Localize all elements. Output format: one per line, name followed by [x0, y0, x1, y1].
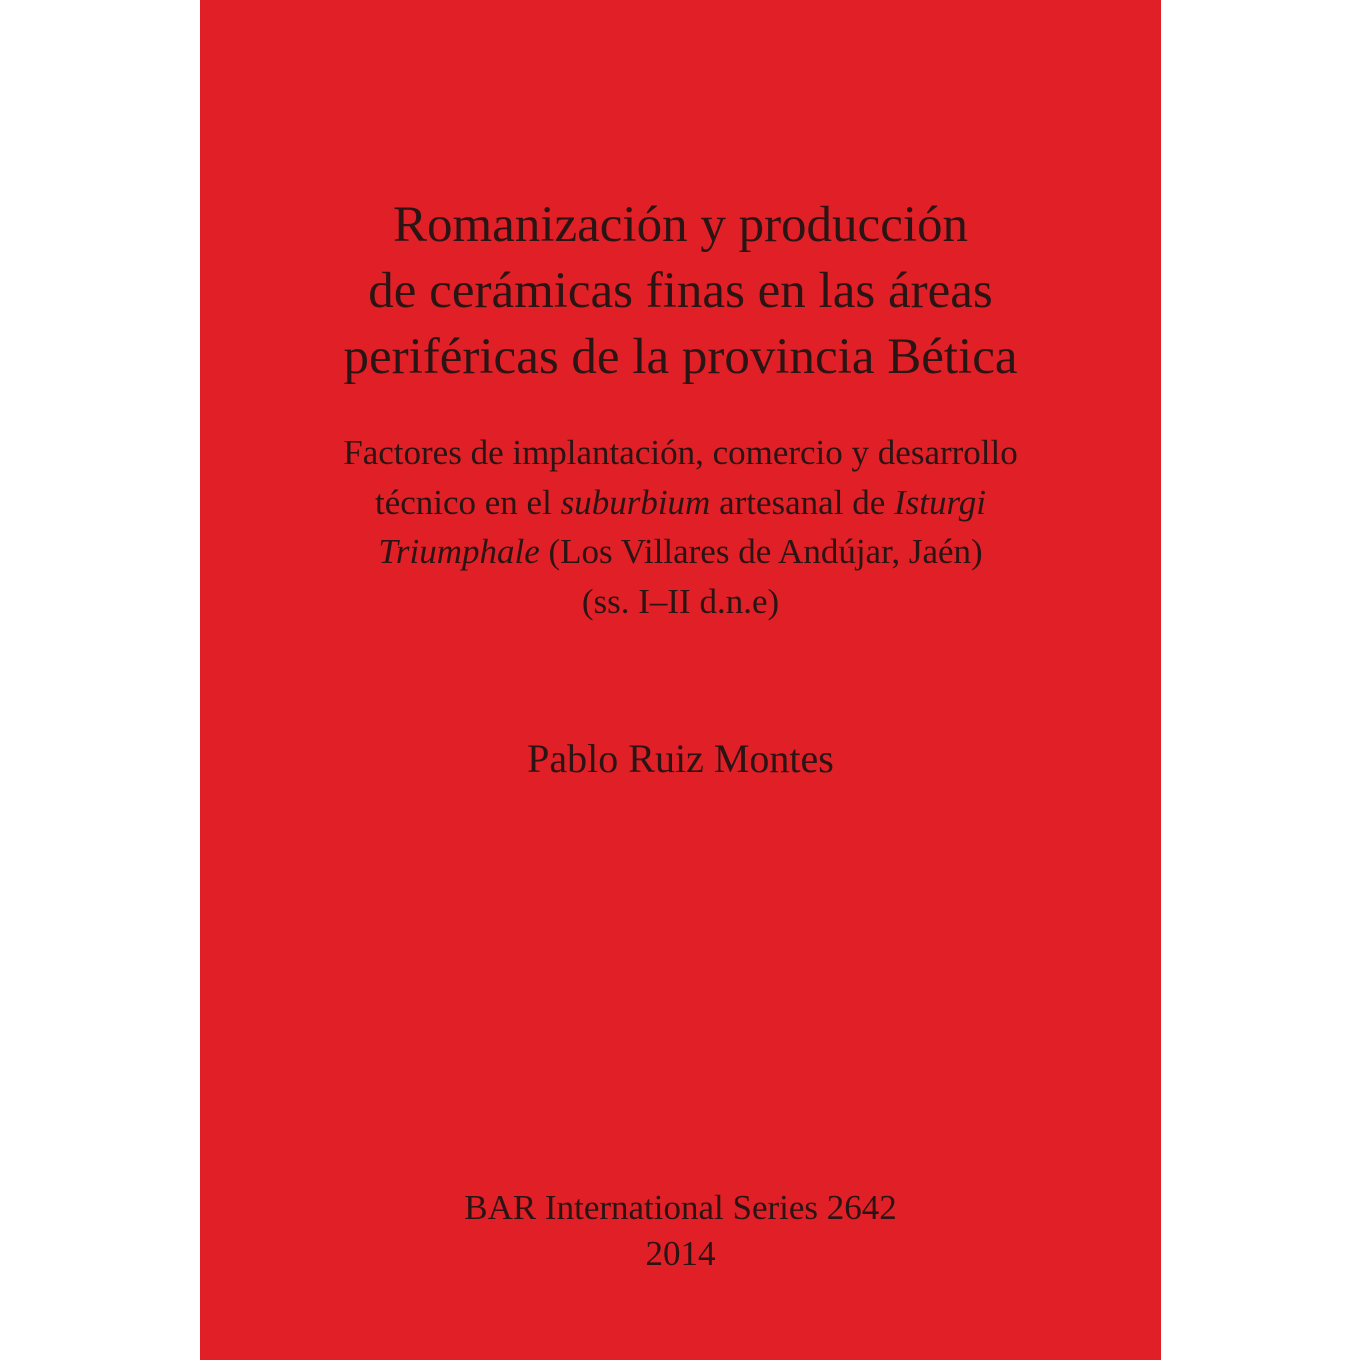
- publication-year: 2014: [645, 1234, 716, 1273]
- subtitle-line-3: [200, 527, 1161, 577]
- subtitle-italic-place: Isturgi: [893, 482, 987, 522]
- subtitle-text: artesanal de: [710, 482, 894, 522]
- book-subtitle: [200, 428, 1161, 626]
- subtitle-italic-place: Triumphale: [378, 532, 540, 571]
- subtitle-line-1: Factores de implantación, comercio y desarrollo: [343, 433, 1018, 472]
- subtitle-line-4: (ss. I–II d.n.e): [581, 581, 780, 621]
- subtitle-line-2: [200, 478, 1161, 528]
- author-name: Pablo Ruiz Montes: [527, 736, 834, 781]
- title-line-2: de cerámicas finas en las áreas: [368, 263, 993, 319]
- subtitle-italic-term: suburbium: [560, 482, 711, 522]
- title-line-3: periféricas de la provincia Bética: [343, 329, 1018, 385]
- subtitle-text: (Los Villares de Andújar, Jaén): [539, 532, 983, 571]
- series-name: BAR International Series 2642: [464, 1188, 897, 1227]
- book-title: [200, 192, 1161, 390]
- subtitle-text: técnico en el: [374, 482, 561, 522]
- series-info: [200, 1185, 1161, 1277]
- book-cover: [200, 0, 1161, 1360]
- title-line-1: Romanización y producción: [393, 197, 968, 253]
